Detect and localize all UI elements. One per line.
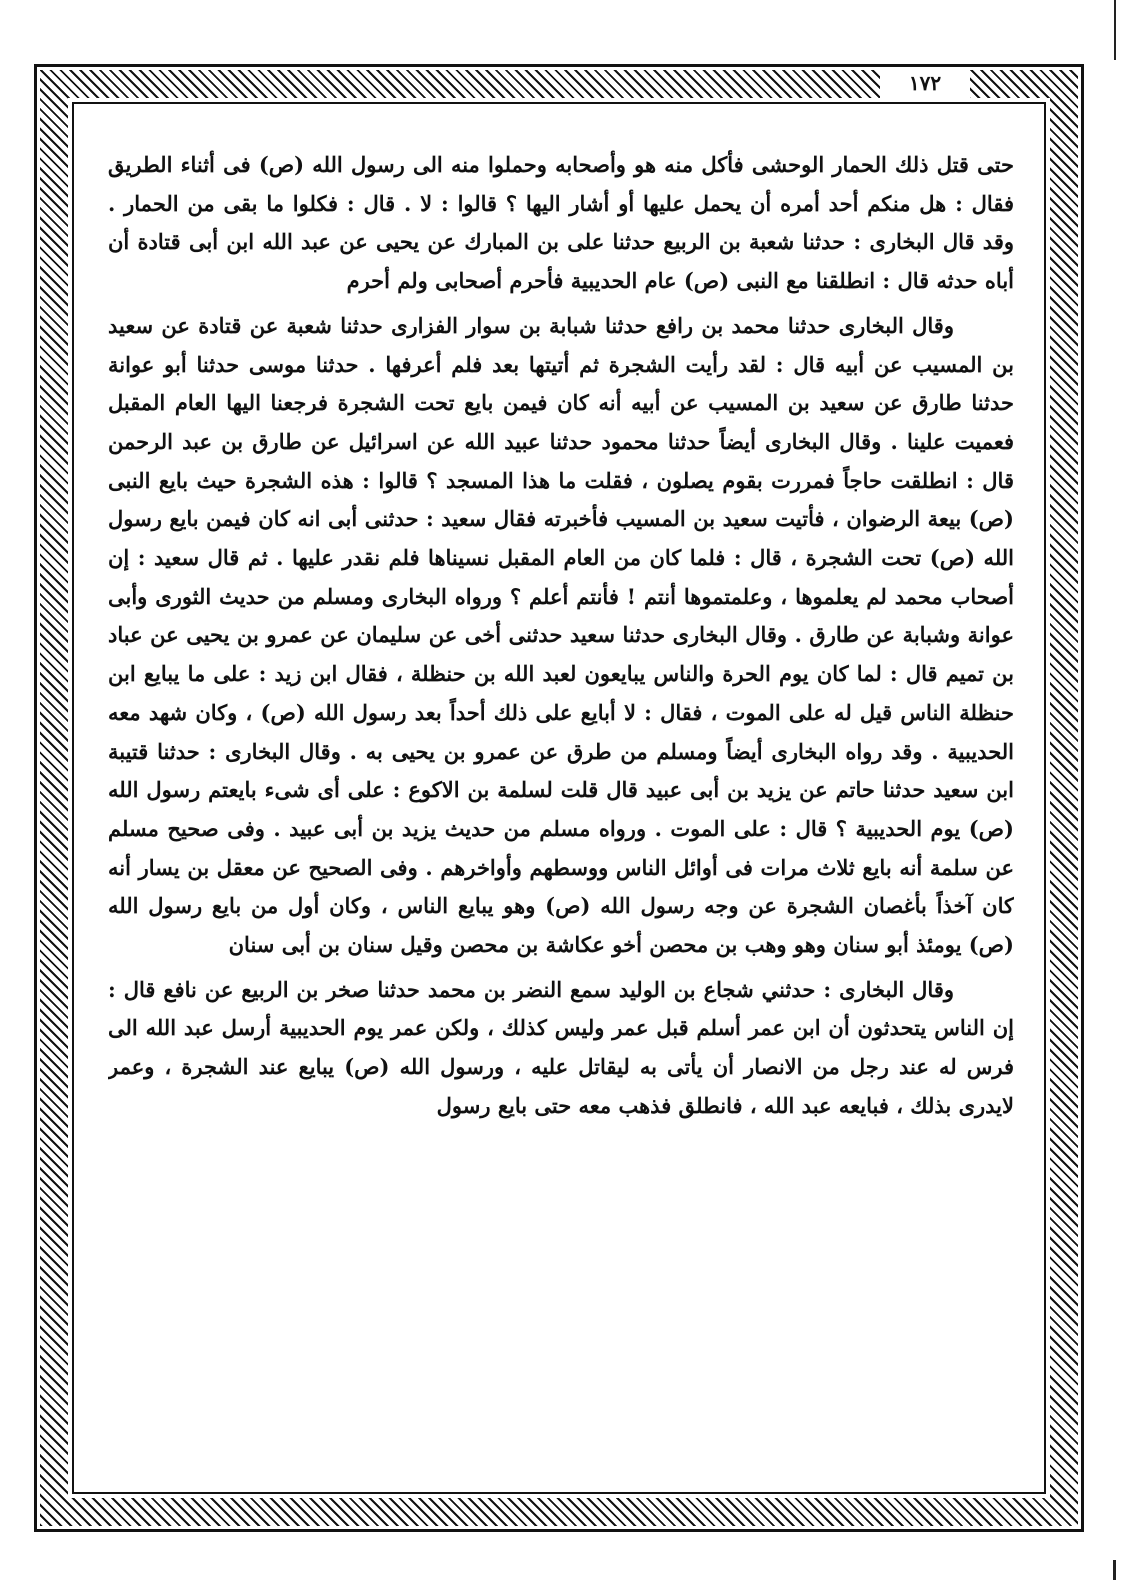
scan-edge-mark (1113, 1560, 1116, 1580)
paragraph: حتى قتل ذلك الحمار الوحشى فأكل منه هو وأصحابه وحملوا منه الى رسول الله (ص) فى أثناء الطريق فقال : هل منكم أحد أمره أن يحمل عليها أو أشار اليها ؟ قالوا : لا . قال : فكلوا ما بقى من الحمار . وقد قال البخارى : حدثنا شعبة بن الربيع حدثنا على بن المبارك عن يحيى عن عبد الله ابن أبى قتادة أن أباه حدثه قال : انطلقنا مع النبى (ص) عام الحديبية فأحرم أصحابى ولم أحرم (108, 152, 1014, 294)
page-text (108, 146, 1014, 1486)
scan-edge-mark (1114, 0, 1116, 60)
paragraph: وقال البخارى : حدثني شجاع بن الوليد سمع النضر بن محمد حدثنا صخر بن الربيع عن نافع قال : إن الناس يتحدثون أن ابن عمر أسلم قبل عمر وليس كذلك ، ولكن عمر يوم الحديبية أرسل عبد الله الى فرس له عند رجل من الانصار أن يأتى به ليقاتل عليه ، ورسول الله (ص) يبايع عند الشجرة ، وعمر لايدرى بذلك ، فبايعه عبد الله ، فانطلق فذهب معه حتى بايع رسول (108, 976, 1014, 1118)
page-number: ١٧٢ (880, 68, 970, 98)
paragraph: وقال البخارى حدثنا محمد بن رافع حدثنا شبابة بن سوار الفزارى حدثنا شعبة عن قتادة عن سعيد بن المسيب عن أبيه قال : لقد رأيت الشجرة ثم أتيتها بعد فلم أعرفها . حدثنا موسى حدثنا أبو عوانة حدثنا طارق عن سعيد بن المسيب عن أبيه أنه كان فيمن بايع تحت الشجرة فرجعنا اليها العام المقبل فعميت علينا . وقال البخارى أيضاً حدثنا محمود حدثنا عبيد الله عن اسرائيل عن طارق بن عبد الرحمن قال : انطلقت حاجاً فمررت بقوم يصلون ، فقلت ما هذا المسجد ؟ قالوا : هذه الشجرة حيث بايع النبى (ص) بيعة الرضوان ، فأتيت سعيد بن المسيب فأخبرته فقال سعيد : حدثنى أبى انه كان فيمن بايع رسول الله (ص) تحت الشجرة ، قال : فلما كان من العام المقبل نسيناها فلم نقدر عليها . ثم قال سعيد : إن أصحاب محمد لم يعلموها ، وعلمتموها أنتم ! فأنتم أعلم ؟ ورواه البخارى ومسلم من حديث الثورى وأبى عوانة وشبابة عن طارق . وقال البخارى حدثنا سعيد حدثنى أخى عن سليمان عن عمرو بن يحيى عن عباد بن تميم قال : لما كان يوم الحرة والناس يبايعون لعبد الله بن حنظلة ، فقال ابن زيد : على ما يبايع ابن حنظلة الناس قيل له على الموت ، فقال : لا أبايع على ذلك أحداً بعد رسول الله (ص) ، وكان شهد معه الحديبية . وقد رواه البخارى أيضاً ومسلم من طرق عن عمرو بن يحيى به . وقال البخارى : حدثنا قتيبة ابن سعيد حدثنا حاتم عن يزيد بن أبى عبيد قال قلت لسلمة بن الاكوع : على أى شىء بايعتم رسول الله (ص) يوم الحديبية ؟ قال : على الموت . ورواه مسلم من حديث يزيد بن أبى عبيد . وفى صحيح مسلم عن سلمة أنه بايع ثلاث مرات فى أوائل الناس ووسطهم وأواخرهم . وفى الصحيح عن معقل بن يسار أنه كان آخذاً بأغصان الشجرة عن وجه رسول الله (ص) وهو يبايع الناس ، وكان أول من بايع رسول الله (ص) يومئذ أبو سنان وهو وهب بن محصن أخو عكاشة بن محصن وقيل سنان بن أبى سنان (108, 312, 1014, 958)
